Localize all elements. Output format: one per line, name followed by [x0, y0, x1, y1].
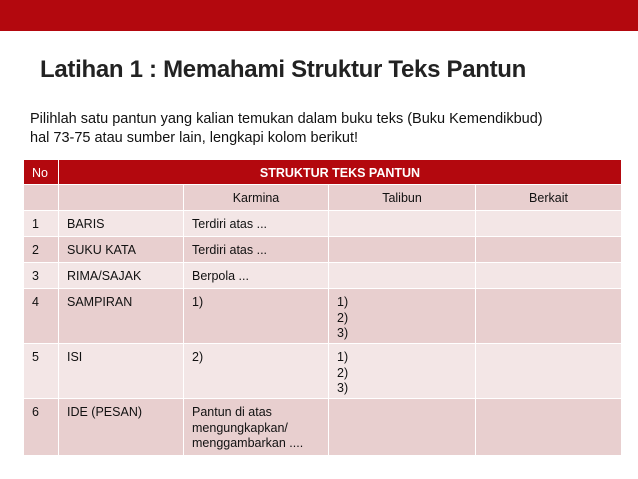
row-label: SUKU KATA — [59, 237, 184, 263]
header-title: STRUKTUR TEKS PANTUN — [59, 160, 622, 185]
table-row — [24, 237, 622, 263]
cell-talibun — [329, 263, 476, 289]
instruction-line-1: Pilihlah satu pantun yang kalian temukan dalam buku teks (Buku Kemendikbud) — [30, 111, 543, 127]
cell-line: Terdiri atas ... — [192, 243, 268, 257]
header-no: No — [24, 160, 59, 185]
cell-talibun — [329, 399, 476, 456]
cell-line: Terdiri atas ... — [192, 217, 268, 231]
row-number: 3 — [24, 263, 59, 289]
cell-berkait — [476, 399, 622, 456]
cell-line: 1) — [337, 350, 349, 364]
row-number: 1 — [24, 211, 59, 237]
cell-line: 2) — [337, 365, 349, 380]
cell-talibun — [329, 211, 476, 237]
table-row — [24, 289, 622, 344]
cell-talibun — [329, 344, 476, 399]
table-subheader-row — [24, 185, 622, 211]
table-header-row — [24, 160, 622, 185]
cell-line: 3) — [337, 326, 349, 340]
cell-karmina — [184, 237, 329, 263]
cell-berkait — [476, 237, 622, 263]
cell-berkait — [476, 289, 622, 344]
cell-line: 1) — [192, 295, 204, 309]
cell-karmina — [184, 289, 329, 344]
top-accent-bar — [0, 0, 638, 31]
row-number: 4 — [24, 289, 59, 344]
cell-line: Berpola ... — [192, 269, 249, 283]
cell-talibun — [329, 289, 476, 344]
cell-berkait — [476, 344, 622, 399]
subheader-talibun: Talibun — [329, 185, 476, 211]
subheader-karmina: Karmina — [184, 185, 329, 211]
table-row — [24, 399, 622, 456]
row-number: 5 — [24, 344, 59, 399]
cell-karmina — [184, 263, 329, 289]
cell-talibun — [329, 237, 476, 263]
table-row — [24, 211, 622, 237]
table-body — [24, 211, 622, 456]
table-row — [24, 263, 622, 289]
structure-table — [23, 159, 622, 456]
row-label: RIMA/SAJAK — [59, 263, 184, 289]
cell-line: 1) — [337, 295, 349, 309]
row-number: 2 — [24, 237, 59, 263]
subheader-empty — [59, 185, 184, 211]
cell-line: mengungkapkan/ — [192, 420, 288, 435]
cell-karmina — [184, 399, 329, 456]
cell-line: 2) — [192, 350, 204, 364]
subheader-empty — [24, 185, 59, 211]
cell-karmina — [184, 211, 329, 237]
cell-line: Pantun di atas — [192, 405, 272, 419]
subheader-berkait: Berkait — [476, 185, 622, 211]
row-label: BARIS — [59, 211, 184, 237]
cell-berkait — [476, 211, 622, 237]
instruction-text — [30, 110, 620, 148]
row-label: ISI — [59, 344, 184, 399]
cell-berkait — [476, 263, 622, 289]
table-row — [24, 344, 622, 399]
cell-line: 3) — [337, 381, 349, 395]
cell-line: 2) — [337, 310, 349, 325]
slide-title: Latihan 1 : Memahami Struktur Teks Pantun — [40, 56, 527, 83]
cell-karmina — [184, 344, 329, 399]
row-label: IDE (PESAN) — [59, 399, 184, 456]
row-label: SAMPIRAN — [59, 289, 184, 344]
cell-line: menggambarkan .... — [192, 436, 304, 450]
row-number: 6 — [24, 399, 59, 456]
instruction-line-2: hal 73-75 atau sumber lain, lengkapi kolom berikut! — [30, 130, 359, 146]
